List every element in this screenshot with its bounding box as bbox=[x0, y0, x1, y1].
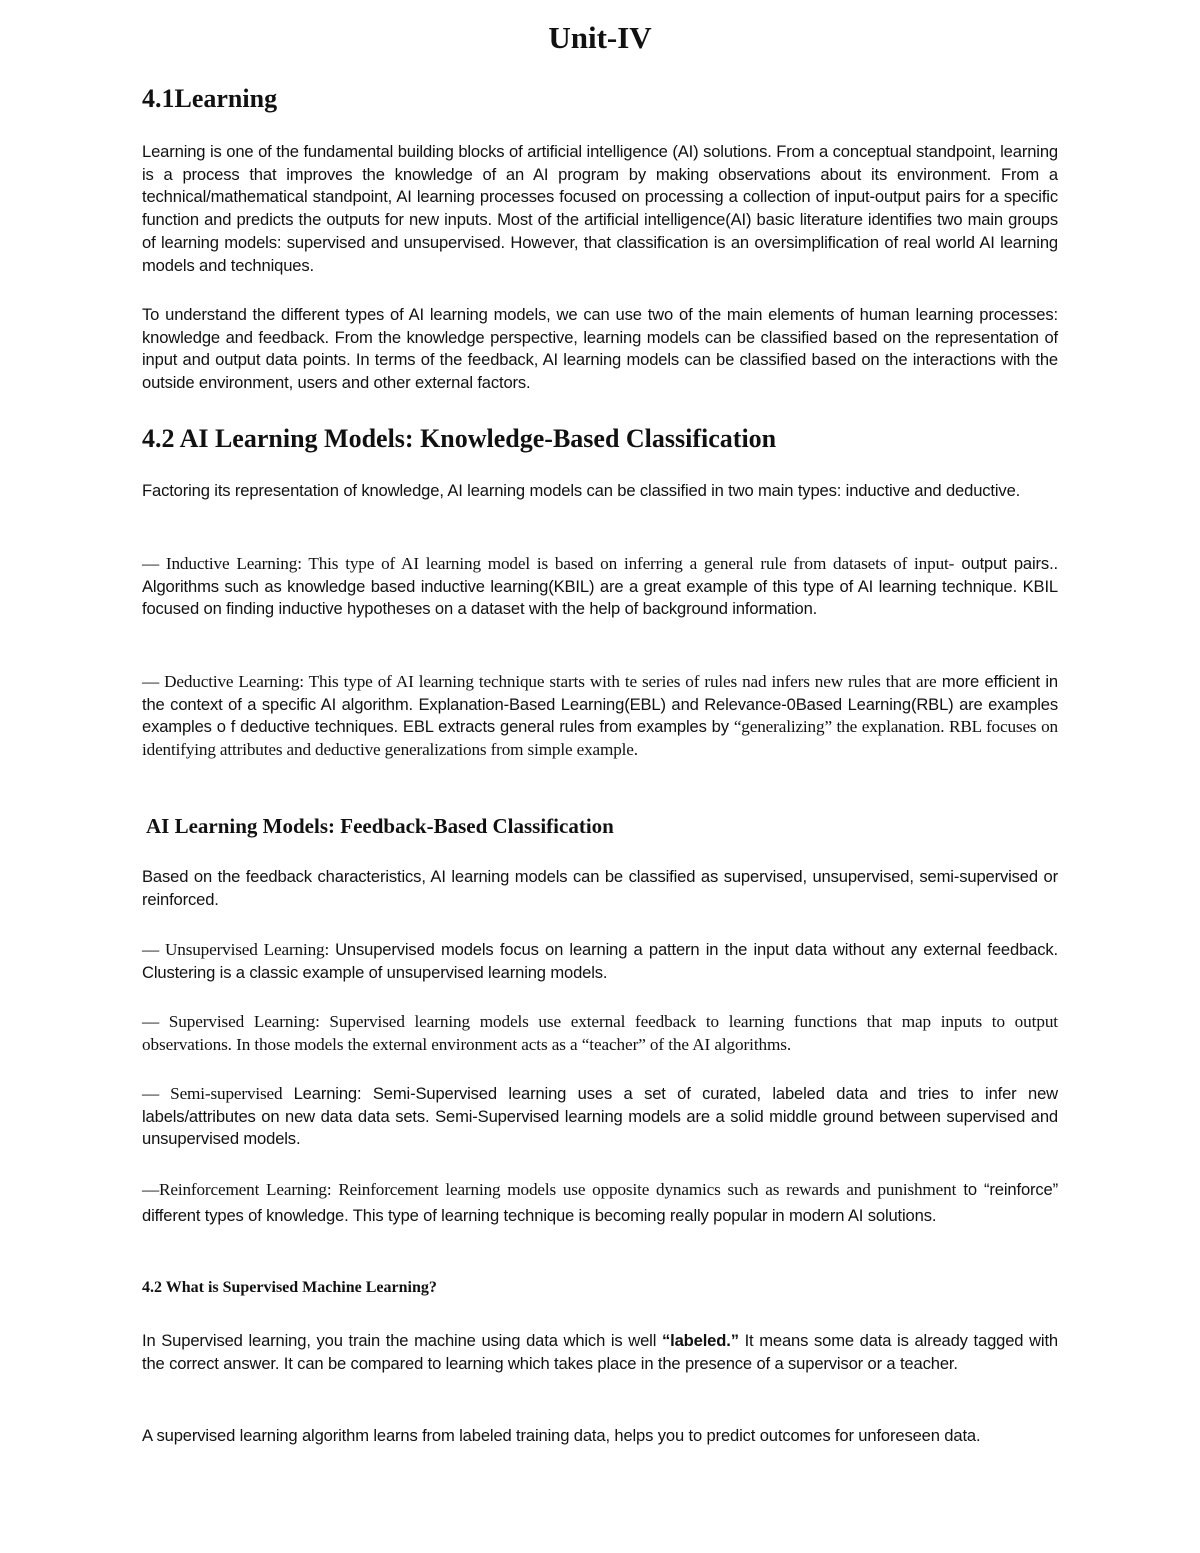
paragraph-deductive-learning bbox=[142, 671, 1058, 762]
inductive-learning-body: output pairs.. Algorithms such as knowledge based inductive learning(KBIL) are a great example of this type of AI learning technique. KBIL focused on finding inductive hypotheses on a dataset with the help of background information. bbox=[142, 554, 1058, 619]
inductive-learning-lead: — Inductive Learning: This type of AI learning model is based on inferring a general rule from datasets of input- bbox=[142, 554, 955, 573]
paragraph-learning-intro: Learning is one of the fundamental building blocks of artificial intelligence (AI) solutions. From a conceptual standpoint, learning is a process that improves the knowledge of an AI program by making observations about its environment. From a technical/mathematical standpoint, AI learning processes focused on processing a collection of input-output pairs for a specific function and predicts the outputs for new inputs. Most of the artificial intelligence(AI) basic literature identifies two main groups of learning models: supervised and unsupervised. However, that classification is an oversimplification of real world AI learning models and techniques. bbox=[142, 142, 1058, 275]
deductive-learning-lead: — Deductive Learning: This type of AI learning technique starts with te series of rules nad infers new rules that are bbox=[142, 672, 937, 691]
page-title: Unit-IV bbox=[548, 20, 652, 55]
section-heading-knowledge-classification: 4.2 AI Learning Models: Knowledge-Based Classification bbox=[142, 424, 777, 453]
paragraph-semi-supervised-learning bbox=[142, 1083, 1058, 1151]
deductive-learning-body: more efficient in the context of a specific AI algorithm. Explanation-Based Learning(EBL) and Relevance-0Based Learning(RBL) are examples examples o f deductive techniques. EBL extracts general rules from examples by bbox=[142, 672, 1058, 737]
paragraph-unsupervised-learning bbox=[142, 939, 1058, 984]
supervised-ml-text-after: It means some data is already tagged with the correct answer. It can be compared to learning which takes place in the presence of a supervisor or a teacher. bbox=[142, 1331, 1059, 1373]
paragraph-feedback-intro: Based on the feedback characteristics, AI learning models can be classified as supervised, unsupervised, semi-supervised or reinforced. bbox=[142, 867, 1058, 909]
unsupervised-learning-lead: — Unsupervised Learning: bbox=[142, 940, 336, 959]
section-heading-learning: 4.1Learning bbox=[142, 84, 278, 113]
reinforcement-learning-body: to “reinforce” different types of knowledge. This type of learning technique is becoming really popular in modern AI solutions. bbox=[142, 1180, 1059, 1225]
supervised-ml-labeled-term: “labeled.” bbox=[661, 1331, 739, 1350]
paragraph-inductive-learning bbox=[142, 553, 1058, 621]
paragraph-supervised-learning: — Supervised Learning: Supervised learning models use external feedback to learning functions that map inputs to output observations. In those models the external environment acts as a “teacher” of the AI algorithms. bbox=[142, 1012, 1058, 1054]
paragraph-supervised-ml-intro bbox=[142, 1330, 1058, 1375]
section-heading-feedback-classification: AI Learning Models: Feedback-Based Classification bbox=[146, 814, 614, 838]
paragraph-knowledge-intro: Factoring its representation of knowledge, AI learning models can be classified in two main types: inductive and deductive. bbox=[142, 481, 1021, 500]
semi-supervised-learning-body: Learning: Semi-Supervised learning uses a set of curated, labeled data and tries to infer new labels/attributes on new data data sets. Semi-Supervised learning models are a solid middle ground between supervised and unsupervised models. bbox=[142, 1084, 1058, 1149]
paragraph-reinforcement-learning bbox=[142, 1177, 1058, 1229]
paragraph-supervised-ml-algorithm: A supervised learning algorithm learns from labeled training data, helps you to predict outcomes for unforeseen data. bbox=[142, 1426, 981, 1445]
deductive-learning-tail: “generalizing” the explanation. RBL focuses on identifying attributes and deductive generalizations from simple example. bbox=[142, 717, 1058, 760]
supervised-ml-text-before: In Supervised learning, you train the machine using data which is well bbox=[142, 1331, 662, 1350]
reinforcement-learning-lead: —Reinforcement Learning: Reinforcement learning models use opposite dynamics such as rewards and punishment bbox=[142, 1180, 957, 1199]
paragraph-learning-types: To understand the different types of AI learning models, we can use two of the main elements of human learning processes: knowledge and feedback. From the knowledge perspective, learning models can be classified based on the representation of input and output data points. In terms of the feedback, AI learning models can be classified based on the interactions with the outside environment, users and other external factors. bbox=[142, 305, 1058, 393]
unsupervised-learning-body: Unsupervised models focus on learning a pattern in the input data without any external feedback. Clustering is a classic example of unsupervised learning models. bbox=[142, 940, 1059, 982]
semi-supervised-learning-lead: — Semi-supervised bbox=[142, 1084, 294, 1103]
section-heading-supervised-ml: 4.2 What is Supervised Machine Learning? bbox=[142, 1279, 437, 1296]
